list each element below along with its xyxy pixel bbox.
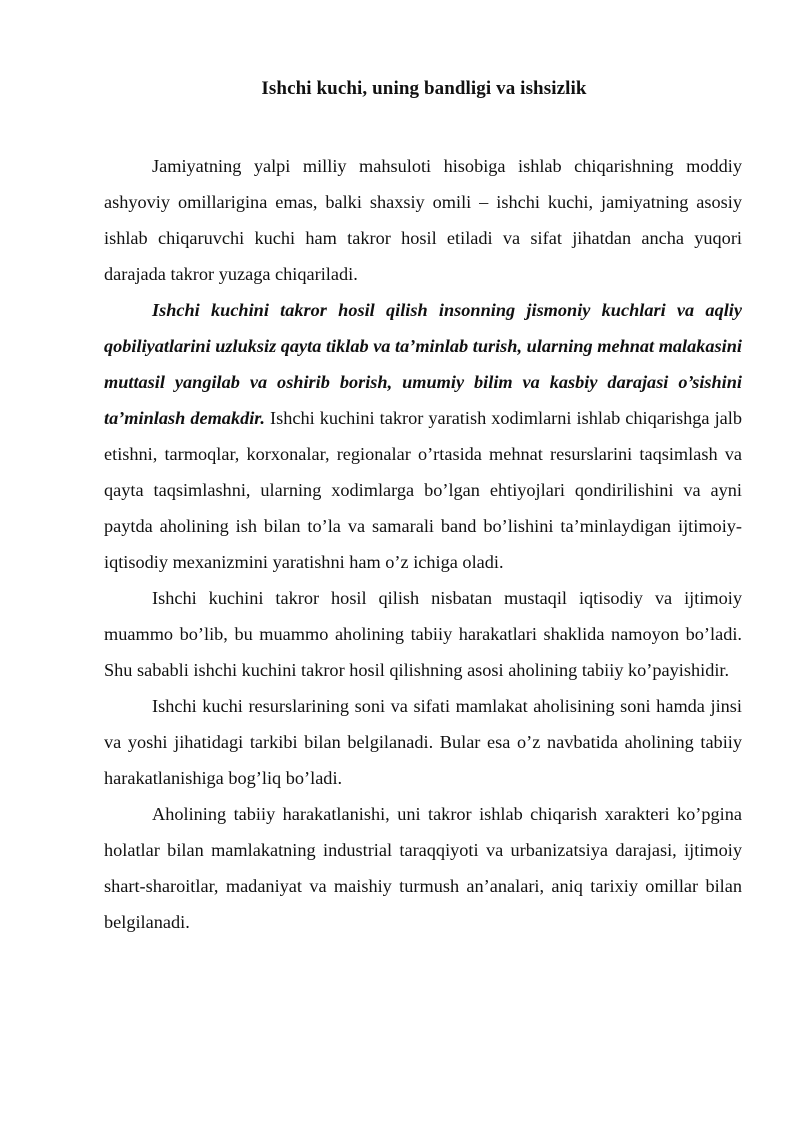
document-body bbox=[104, 148, 742, 940]
paragraph-5-text: Aholining tabiiy harakatlanishi, uni takror ishlab chiqarish xarakteri ko’pgina holatlar bilan mamlakatning industrial taraqqiyoti va urbanizatsiya darajasi, ijtimoiy shart-sharoitlar, madaniyat va maishiy turmush an’analari, aniq tarixiy omillar bilan belgilanadi. bbox=[104, 804, 742, 932]
paragraph-2-text: Ishchi kuchini takror yaratish xodimlarni ishlab chiqarishga jalb etishni, tarmoqlar, korxonalar, regionalar o’rtasida mehnat resurslarini taqsimlash va qayta taqsimlashni, ularning xodimlarga bo’lgan ehtiyojlari qondirilishini va ayni paytda aholining ish bilan to’la va samarali band bo’lishini ta’minlaydigan ijtimoiy-iqtisodiy mexanizmini yaratishni ham o’z ichiga oladi. bbox=[104, 408, 742, 572]
paragraph-4-text: Ishchi kuchi resurslarining soni va sifati mamlakat aholisining soni hamda jinsi va yoshi jihatidagi tarkibi bilan belgilanadi. Bular esa o’z navbatida aholining tabiiy harakatlanishiga bog’liq bo’ladi. bbox=[104, 696, 742, 788]
paragraph-5 bbox=[104, 796, 742, 940]
paragraph-3 bbox=[104, 580, 742, 688]
document-title: Ishchi kuchi, uning bandligi va ishsizlik bbox=[261, 78, 587, 99]
paragraph-3-text: Ishchi kuchini takror hosil qilish nisbatan mustaqil iqtisodiy va ijtimoiy muammo bo’lib, bu muammo aholining tabiiy harakatlari shaklida namoyon bo’ladi. Shu sababli ishchi kuchini takror hosil qilishning asosi aholining tabiiy ko’payishidir. bbox=[104, 588, 742, 680]
paragraph-2-emphasis: Ishchi kuchini takror hosil qilish insonning jismoniy kuchlari va aqliy qobiliyatlarini uzluksiz qayta tiklab va ta’minlab turish, ularning mehnat malakasini muttasil yangilab va oshirib borish, umumiy bilim va kasbiy darajasi o’sishini ta’minlash demakdir. bbox=[104, 300, 742, 428]
paragraph-1 bbox=[104, 148, 742, 292]
paragraph-1-text: Jamiyatning yalpi milliy mahsuloti hisobiga ishlab chiqarishning moddiy ashyoviy omillarigina emas, balki shaxsiy omili – ishchi kuchi, jamiyatning asosiy ishlab chiqaruvchi kuchi ham takror hosil etiladi va sifat jihatdan ancha yuqori darajada takror yuzaga chiqariladi. bbox=[104, 156, 742, 284]
paragraph-2 bbox=[104, 292, 742, 580]
paragraph-4 bbox=[104, 688, 742, 796]
